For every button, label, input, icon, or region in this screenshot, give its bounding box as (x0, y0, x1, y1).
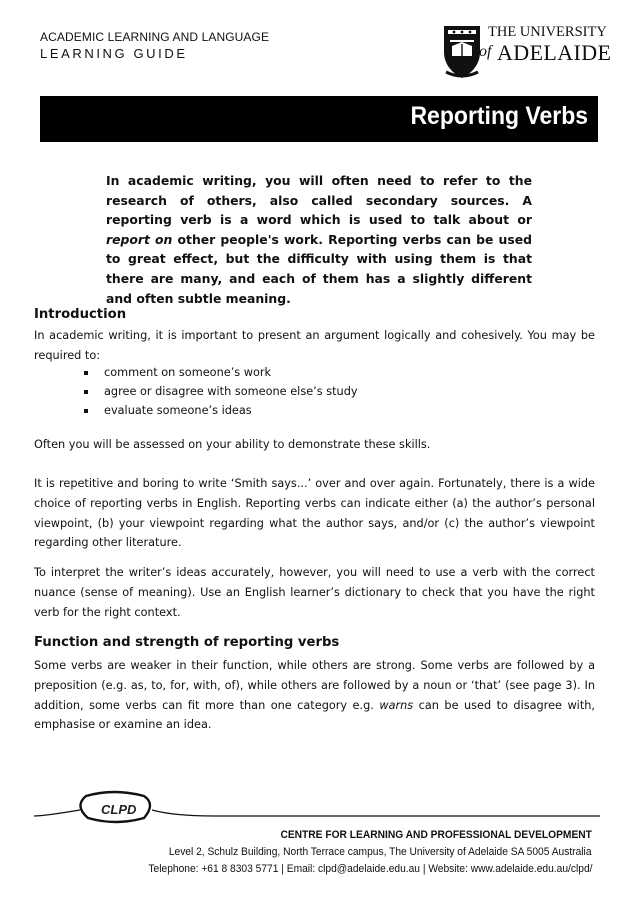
function-heading: Function and strength of reporting verbs (34, 635, 340, 650)
intro-emphasis: report on (106, 231, 173, 247)
intro-text-1: In academic writing, you will often need to refer to the research of others, also called secondary sources. A reporting verb is a word which is used to talk about or (106, 173, 532, 228)
footer-address: Level 2, Schulz Building, North Terrace campus, The University of Adelaide SA 5005 Australia (169, 846, 592, 858)
intro-text-2: other people's work. Reporting verbs can be used to great effect, but the difficulty with using them is that there are many, and each of them has a slightly different and often subtle meaning. (106, 231, 532, 306)
bullet-text: comment on someone’s work (104, 366, 272, 379)
introduction-lead: In academic writing, it is important to present an argument logically and cohesively. You may be required to: (34, 329, 595, 362)
university-crest-icon (440, 22, 484, 80)
bullet-square-icon (84, 371, 88, 375)
introduction-paragraph-3: It is repetitive and boring to write ‘Smith says...’ over and over again. Fortunately, there is a wide choice of reporting verbs in English. Reporting verbs can indicate either (a) the author’s personal viewpoint, (b) your viewpoint regarding what the author says, and/or (c) the author’s viewpoint regarding other literature. (34, 477, 595, 550)
title-banner (40, 96, 598, 142)
function-paragraph (34, 656, 595, 735)
introduction-heading: Introduction (34, 307, 127, 322)
university-name-label: ADELAIDE (497, 40, 612, 65)
header-department: ACADEMIC LEARNING AND LANGUAGE (40, 30, 270, 44)
function-text-2: can be used to disagree with, emphasise or examine an idea. (34, 698, 595, 732)
footer-contact: Telephone: +61 8 8303 5771 | Email: clpd@adelaide.edu.au | Website: www.adelaide.edu.au/clpd/ (147, 863, 592, 875)
function-emphasis: warns (379, 698, 414, 712)
list-item (72, 363, 358, 382)
introduction-bullet-list (72, 363, 358, 421)
clpd-badge-label: CLPD (101, 802, 137, 817)
bullet-square-icon (84, 390, 88, 394)
university-of-label: of (479, 43, 492, 60)
footer-centre-name: CENTRE FOR LEARNING AND PROFESSIONAL DEVELOPMENT (280, 829, 592, 841)
introduction-paragraph-2: Often you will be assessed on your ability to demonstrate these skills. (34, 438, 431, 451)
bullet-text: agree or disagree with someone else’s study (104, 385, 358, 399)
intro-paragraph (106, 171, 532, 308)
bullet-text: evaluate someone’s ideas (104, 404, 252, 418)
page-title: Reporting Verbs (410, 102, 588, 130)
introduction-paragraph-4: To interpret the writer’s ideas accurately, however, you will need to use a verb with the correct nuance (sense of meaning). Use an English learner’s dictionary to check that you have the right verb for the right context. (34, 566, 595, 619)
list-item (72, 382, 358, 401)
university-the-label: THE UNIVERSITY (488, 24, 607, 40)
bullet-square-icon (84, 409, 88, 413)
list-item (72, 401, 358, 420)
header-guide-label: LEARNING GUIDE (40, 46, 188, 61)
function-text-1: Some verbs are weaker in their function, while others are strong. Some verbs are followed by a preposition (e.g. as, to, for, with, of), while others are followed by a noun or ‘that’ (see page 3). In addition, some verbs can fit more than one category e.g. (34, 659, 595, 712)
university-logo (440, 22, 612, 80)
